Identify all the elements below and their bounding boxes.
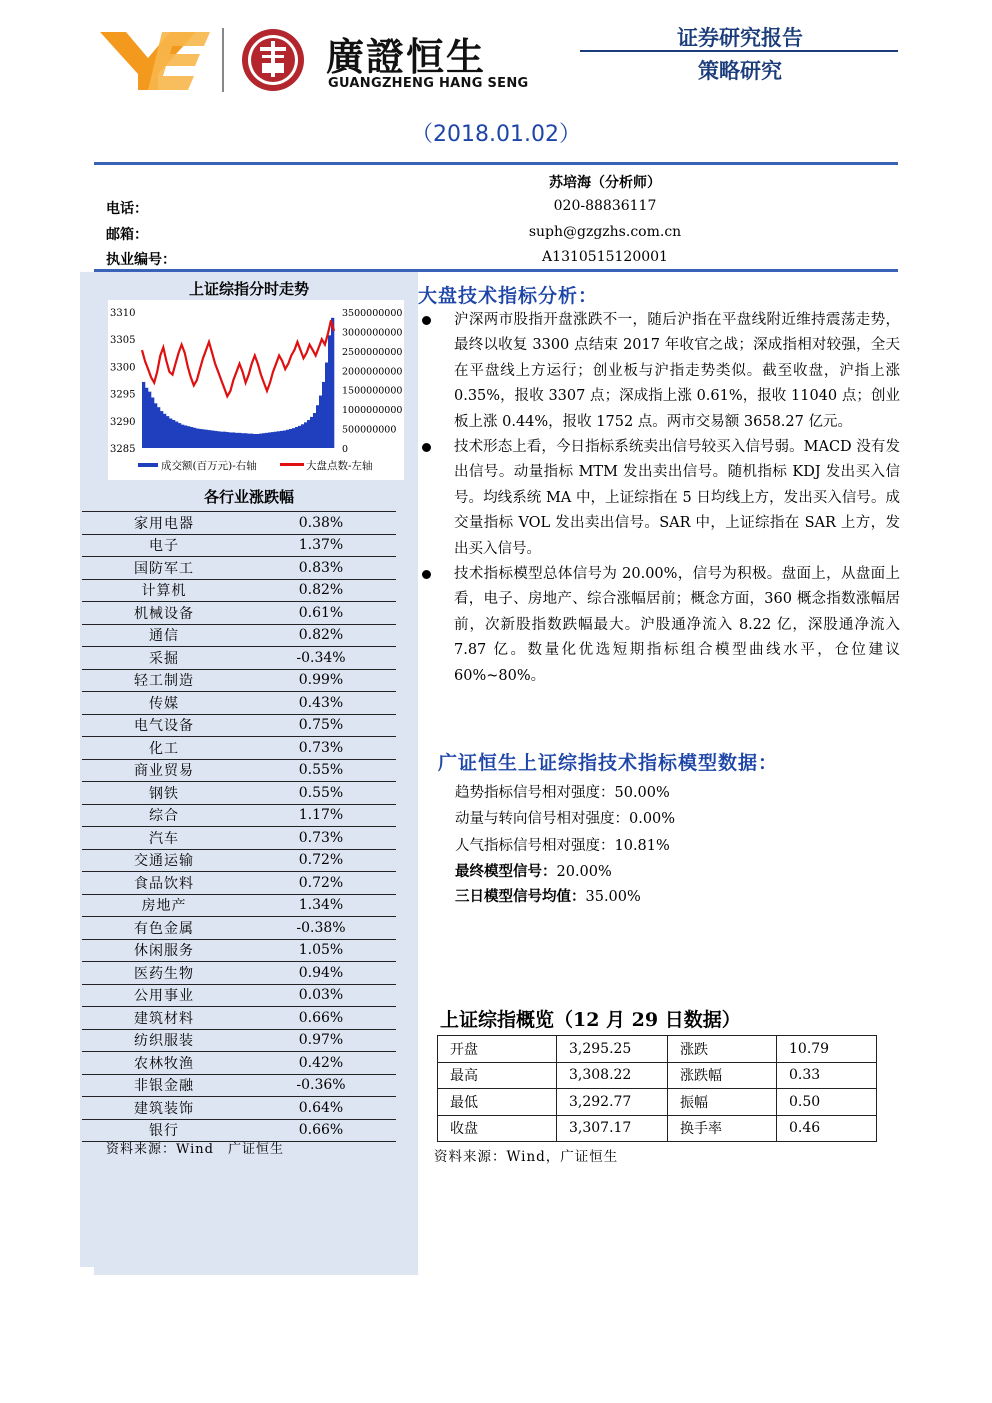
phone-label: 电话： [106,201,148,217]
overview-cell: 收盘 [438,1115,557,1142]
volume-bar [178,423,181,448]
industry-change: -0.34% [246,647,396,670]
table-row [82,669,396,692]
industry-name: 建筑材料 [82,1007,246,1030]
right-axis-tick-label: 3000000000 [342,327,403,339]
industry-name: 休闲服务 [82,939,246,962]
analysis-bullets [418,308,900,689]
volume-bar [142,382,145,448]
industry-change: 1.37% [246,534,396,557]
model-value: 50.00% [614,785,670,801]
legend-price-label: 大盘点数-左轴 [306,460,373,472]
industry-change: 0.55% [246,782,396,805]
table-row [82,1029,396,1052]
industry-change: -0.38% [246,917,396,940]
left-axis-ticks [110,308,135,455]
industry-name: 非银金融 [82,1074,246,1097]
volume-bar [313,413,316,448]
volume-bar [331,318,334,448]
industry-name: 有色金属 [82,917,246,940]
volume-bar [316,405,319,448]
license-value: A1310515120001 [542,249,668,265]
volume-bar [268,432,271,448]
section-market-technical-title: 大盘技术指标分析： [418,285,599,307]
bullet-text: 技术指标模型总体信号为 20.00%，信号为积极。盘面上，从盘面上看，电子、房地产、综合涨幅居前；概念方面，360 概念指数涨幅居前，次新股指数跌幅最大。沪股通净流入 8.22 亿，深股通净流入 7.87 亿。数量化优选短期指标组合模型曲线水平，仓位建议 60%~80%。 [454,566,900,684]
overview-cell: 换手率 [668,1115,777,1142]
left-axis-tick-label: 3295 [110,389,136,401]
header-rule-top [94,162,898,165]
table-row [82,1052,396,1075]
volume-bar [148,392,151,448]
table-row [438,1089,877,1116]
table-row [82,984,396,1007]
volume-bar [145,388,148,448]
overview-cell: 振幅 [668,1089,777,1116]
volume-bar [223,432,226,448]
volume-bar [169,418,172,448]
volume-bar [220,432,223,448]
analysis-bullet [418,308,900,435]
volume-bar [322,382,325,448]
bullet-dot-icon [422,570,431,579]
volume-bar [226,432,229,448]
report-type-underline [580,50,898,52]
industry-name: 钢铁 [82,782,246,805]
volume-bar [244,433,247,448]
table-row [82,647,396,670]
table-row [438,1062,877,1089]
table-row [82,624,396,647]
overview-cell: 3,292.77 [557,1089,668,1116]
overview-cell: 10.79 [777,1036,877,1063]
industry-name: 电子 [82,534,246,557]
volume-bar [184,425,187,448]
volume-bar [190,427,193,448]
volume-bar [241,433,244,448]
industry-name: 国防军工 [82,557,246,580]
bullet-dot-icon [422,316,431,325]
industry-change: 0.99% [246,669,396,692]
volume-bar [256,434,259,448]
bullet-text: 技术形态上看，今日指标系统卖出信号较买入信号弱。MACD 没有发出信号。动量指标 MTM 发出卖出信号。随机指标 KDJ 发出买入信号。均线系统 MA 中，上证综指在 5 日均线上方，发出买入信号。成交量指标 VOL 发出卖出信号。SAR 中，上证综指在 SAR 上方，发出买入信号。 [454,439,900,557]
volume-bar [238,433,241,448]
volume-bar [271,432,274,448]
volume-bar [319,396,322,448]
section-model-data-title: 广证恒生上证综指技术指标模型数据： [438,752,779,774]
table-row [82,1007,396,1030]
ye-logo-icon [100,28,210,92]
volume-bar [193,428,196,448]
industry-name: 通信 [82,624,246,647]
volume-bar [202,429,205,448]
right-axis-tick-label: 1500000000 [342,385,403,397]
right-axis-tick-label: 2500000000 [342,346,403,358]
volume-bar [274,432,277,448]
bullet-dot-icon [422,443,431,452]
intraday-chart-svg [108,300,404,480]
volume-bar [163,414,166,448]
overview-cell: 开盘 [438,1036,557,1063]
overview-cell: 3,295.25 [557,1036,668,1063]
email-label: 邮箱： [106,227,148,243]
industry-name: 汽车 [82,827,246,850]
industry-change: 0.66% [246,1007,396,1030]
volume-bar [229,432,232,448]
volume-bar [151,397,154,448]
industry-name: 交通运输 [82,849,246,872]
industry-change: 0.66% [246,1119,396,1142]
overview-cell: 最低 [438,1089,557,1116]
industry-change: 0.82% [246,579,396,602]
volume-bar [235,433,238,448]
overview-cell: 3,308.22 [557,1062,668,1089]
industry-name: 房地产 [82,894,246,917]
license-label: 执业编号： [106,252,176,268]
right-axis-tick-label: 1000000000 [342,405,403,417]
volume-bar [250,434,253,448]
industry-name: 综合 [82,804,246,827]
volume-bar [157,407,160,448]
industry-name: 银行 [82,1119,246,1142]
volume-bar [253,434,256,448]
industry-name: 传媒 [82,692,246,715]
price-line [142,320,334,396]
industry-name: 商业贸易 [82,759,246,782]
intraday-chart [108,300,404,480]
model-value: 35.00% [585,889,641,905]
model-label: 动量与转向信号相对强度： [455,811,629,827]
table-row [82,557,396,580]
chart-legend [138,459,373,472]
industry-change: 0.38% [246,512,396,535]
industry-change: 0.43% [246,692,396,715]
volume-bar [301,424,304,448]
table-row [82,579,396,602]
left-axis-tick-label: 3285 [110,444,136,455]
table-row [82,782,396,805]
overview-cell: 0.50 [777,1089,877,1116]
model-row [455,781,670,802]
table-row [82,894,396,917]
industry-change: 1.05% [246,939,396,962]
volume-bar [154,403,157,448]
model-label: 三日模型信号均值： [455,888,586,905]
analysis-bullet [418,562,900,689]
industry-change: 0.83% [246,557,396,580]
volume-bar [196,429,199,448]
industry-change: 1.34% [246,894,396,917]
report-type: 证券研究报告 [677,26,803,50]
industry-change: 0.03% [246,984,396,1007]
model-row [455,860,612,881]
industry-name: 公用事业 [82,984,246,1007]
table-row [82,804,396,827]
volume-bar [232,432,235,448]
industry-change: 0.64% [246,1097,396,1120]
section-overview-title: 上证综指概览（12 月 29 日数据） [440,1009,741,1031]
model-row [455,885,641,906]
email-value[interactable]: suph@gzgzhs.com.cn [528,224,682,240]
overview-cell: 最高 [438,1062,557,1089]
legend-volume-swatch [138,463,158,467]
industry-change: 0.55% [246,759,396,782]
left-axis-tick-label: 3290 [110,416,136,428]
model-label: 人气指标信号相对强度： [455,838,615,854]
left-axis-tick-label: 3305 [110,335,136,347]
industry-change: 0.75% [246,714,396,737]
overview-source-note: 资料来源：Wind，广证恒生 [434,1149,619,1165]
overview-cell: 0.46 [777,1115,877,1142]
legend-price-swatch [280,463,304,466]
industry-name: 纺织服装 [82,1029,246,1052]
volume-bar [304,422,307,448]
table-row [82,602,396,625]
industry-name: 农林牧渔 [82,1052,246,1075]
right-axis-tick-label: 500000000 [342,424,397,436]
industry-name: 医药生物 [82,962,246,985]
volume-bar [298,426,301,448]
left-axis-tick-label: 3310 [110,308,136,319]
industry-change: -0.36% [246,1074,396,1097]
volume-bar [181,425,184,448]
model-label: 趋势指标信号相对强度： [455,785,615,801]
volume-bar [208,430,211,448]
industry-change: 1.17% [246,804,396,827]
model-row [455,834,670,855]
sidebar-source-note: 资料来源：Wind 广证恒生 [106,1142,284,1157]
table-row [438,1036,877,1063]
right-axis-ticks [342,308,402,455]
model-value: 20.00% [556,864,612,880]
model-value: 10.81% [614,838,670,854]
logo-divider [222,28,224,92]
phone-value: 020-88836117 [553,198,657,214]
right-axis-tick-label: 0 [342,444,349,455]
volume-bar [247,434,250,448]
industry-name: 轻工制造 [82,669,246,692]
volume-bar [292,428,295,448]
table-row [82,714,396,737]
volume-bar [289,429,292,448]
table-row [82,939,396,962]
industry-change: 0.72% [246,872,396,895]
table-row [82,534,396,557]
volume-bar [211,431,214,448]
volume-bar [172,420,175,448]
industry-name: 家用电器 [82,512,246,535]
bullet-text: 沪深两市股指开盘涨跌不一，随后沪指在平盘线附近维持震荡走势，最终以收复 3300 点结束 2017 年收官之战；深成指相对较强，全天在平盘线上方运行；创业板与沪指走势类似。截至收盘，沪指上涨 0.35%，报收 3307 点；深成指上涨 0.61%，报收 11040 点；创业板上涨 0.44%，报收 1752 点。两市交易额 3658.27 亿元。 [454,312,900,430]
model-row [455,807,675,828]
industry-name: 机械设备 [82,602,246,625]
volume-bar [175,422,178,448]
industry-name: 食品饮料 [82,872,246,895]
industry-change: 0.82% [246,624,396,647]
industry-name: 化工 [82,737,246,760]
brand-name-cn: 廣證恒生 [326,35,487,79]
volume-bar [265,433,268,448]
table-row [82,849,396,872]
overview-cell: 涨跌幅 [668,1062,777,1089]
volume-bar [310,417,313,448]
legend-volume-label: 成交额(百万元)-右轴 [161,460,257,472]
analyst-name: 苏培海（分析师） [549,175,661,191]
volume-bar [283,431,286,448]
industry-table [82,511,396,1142]
right-axis-tick-label: 2000000000 [342,366,403,378]
brand-name-en: GUANGZHENG HANG SENG [328,76,529,91]
industry-change: 0.97% [246,1029,396,1052]
volume-bars [142,318,334,448]
report-subtype: 策略研究 [698,59,782,83]
report-date: （2018.01.02） [411,122,581,147]
analysis-bullet [418,435,900,562]
left-axis-tick-label: 3300 [110,362,136,374]
table-row [82,962,396,985]
volume-bar [205,430,208,448]
table-row [82,827,396,850]
overview-table [437,1035,877,1142]
table-row [82,737,396,760]
volume-bar [325,363,328,448]
industry-change: 0.94% [246,962,396,985]
volume-bar [259,434,262,448]
table-row [82,512,396,535]
volume-bar [187,426,190,448]
volume-bar [280,431,283,448]
volume-bar [199,429,202,448]
volume-bar [262,433,265,448]
volume-bar [286,430,289,448]
sidebar-panel-footer [94,1262,418,1275]
industry-change: 0.72% [246,849,396,872]
industry-change: 0.73% [246,827,396,850]
overview-cell: 3,307.17 [557,1115,668,1142]
volume-bar [295,427,298,448]
volume-bar [160,411,163,448]
table-row [82,692,396,715]
industry-change: 0.61% [246,602,396,625]
model-value: 0.00% [629,811,676,827]
table-row [82,1074,396,1097]
seal-logo-icon [240,27,306,93]
overview-cell: 0.33 [777,1062,877,1089]
industry-change: 0.42% [246,1052,396,1075]
table-row [438,1115,877,1142]
volume-bar [166,416,169,448]
industry-name: 建筑装饰 [82,1097,246,1120]
volume-bar [328,335,331,448]
right-axis-tick-label: 3500000000 [342,308,403,319]
table-row [82,917,396,940]
industry-name: 采掘 [82,647,246,670]
industry-name: 电气设备 [82,714,246,737]
volume-bar [217,431,220,448]
table-row [82,872,396,895]
industry-change: 0.73% [246,737,396,760]
volume-bar [307,420,310,448]
model-label: 最终模型信号： [455,863,557,880]
volume-bar [277,431,280,448]
chart-title: 上证综指分时走势 [188,280,309,298]
table-row [82,759,396,782]
table-row [82,1097,396,1120]
overview-cell: 涨跌 [668,1036,777,1063]
industry-name: 计算机 [82,579,246,602]
industry-table-title: 各行业涨跌幅 [203,488,294,506]
volume-bar [214,431,217,448]
